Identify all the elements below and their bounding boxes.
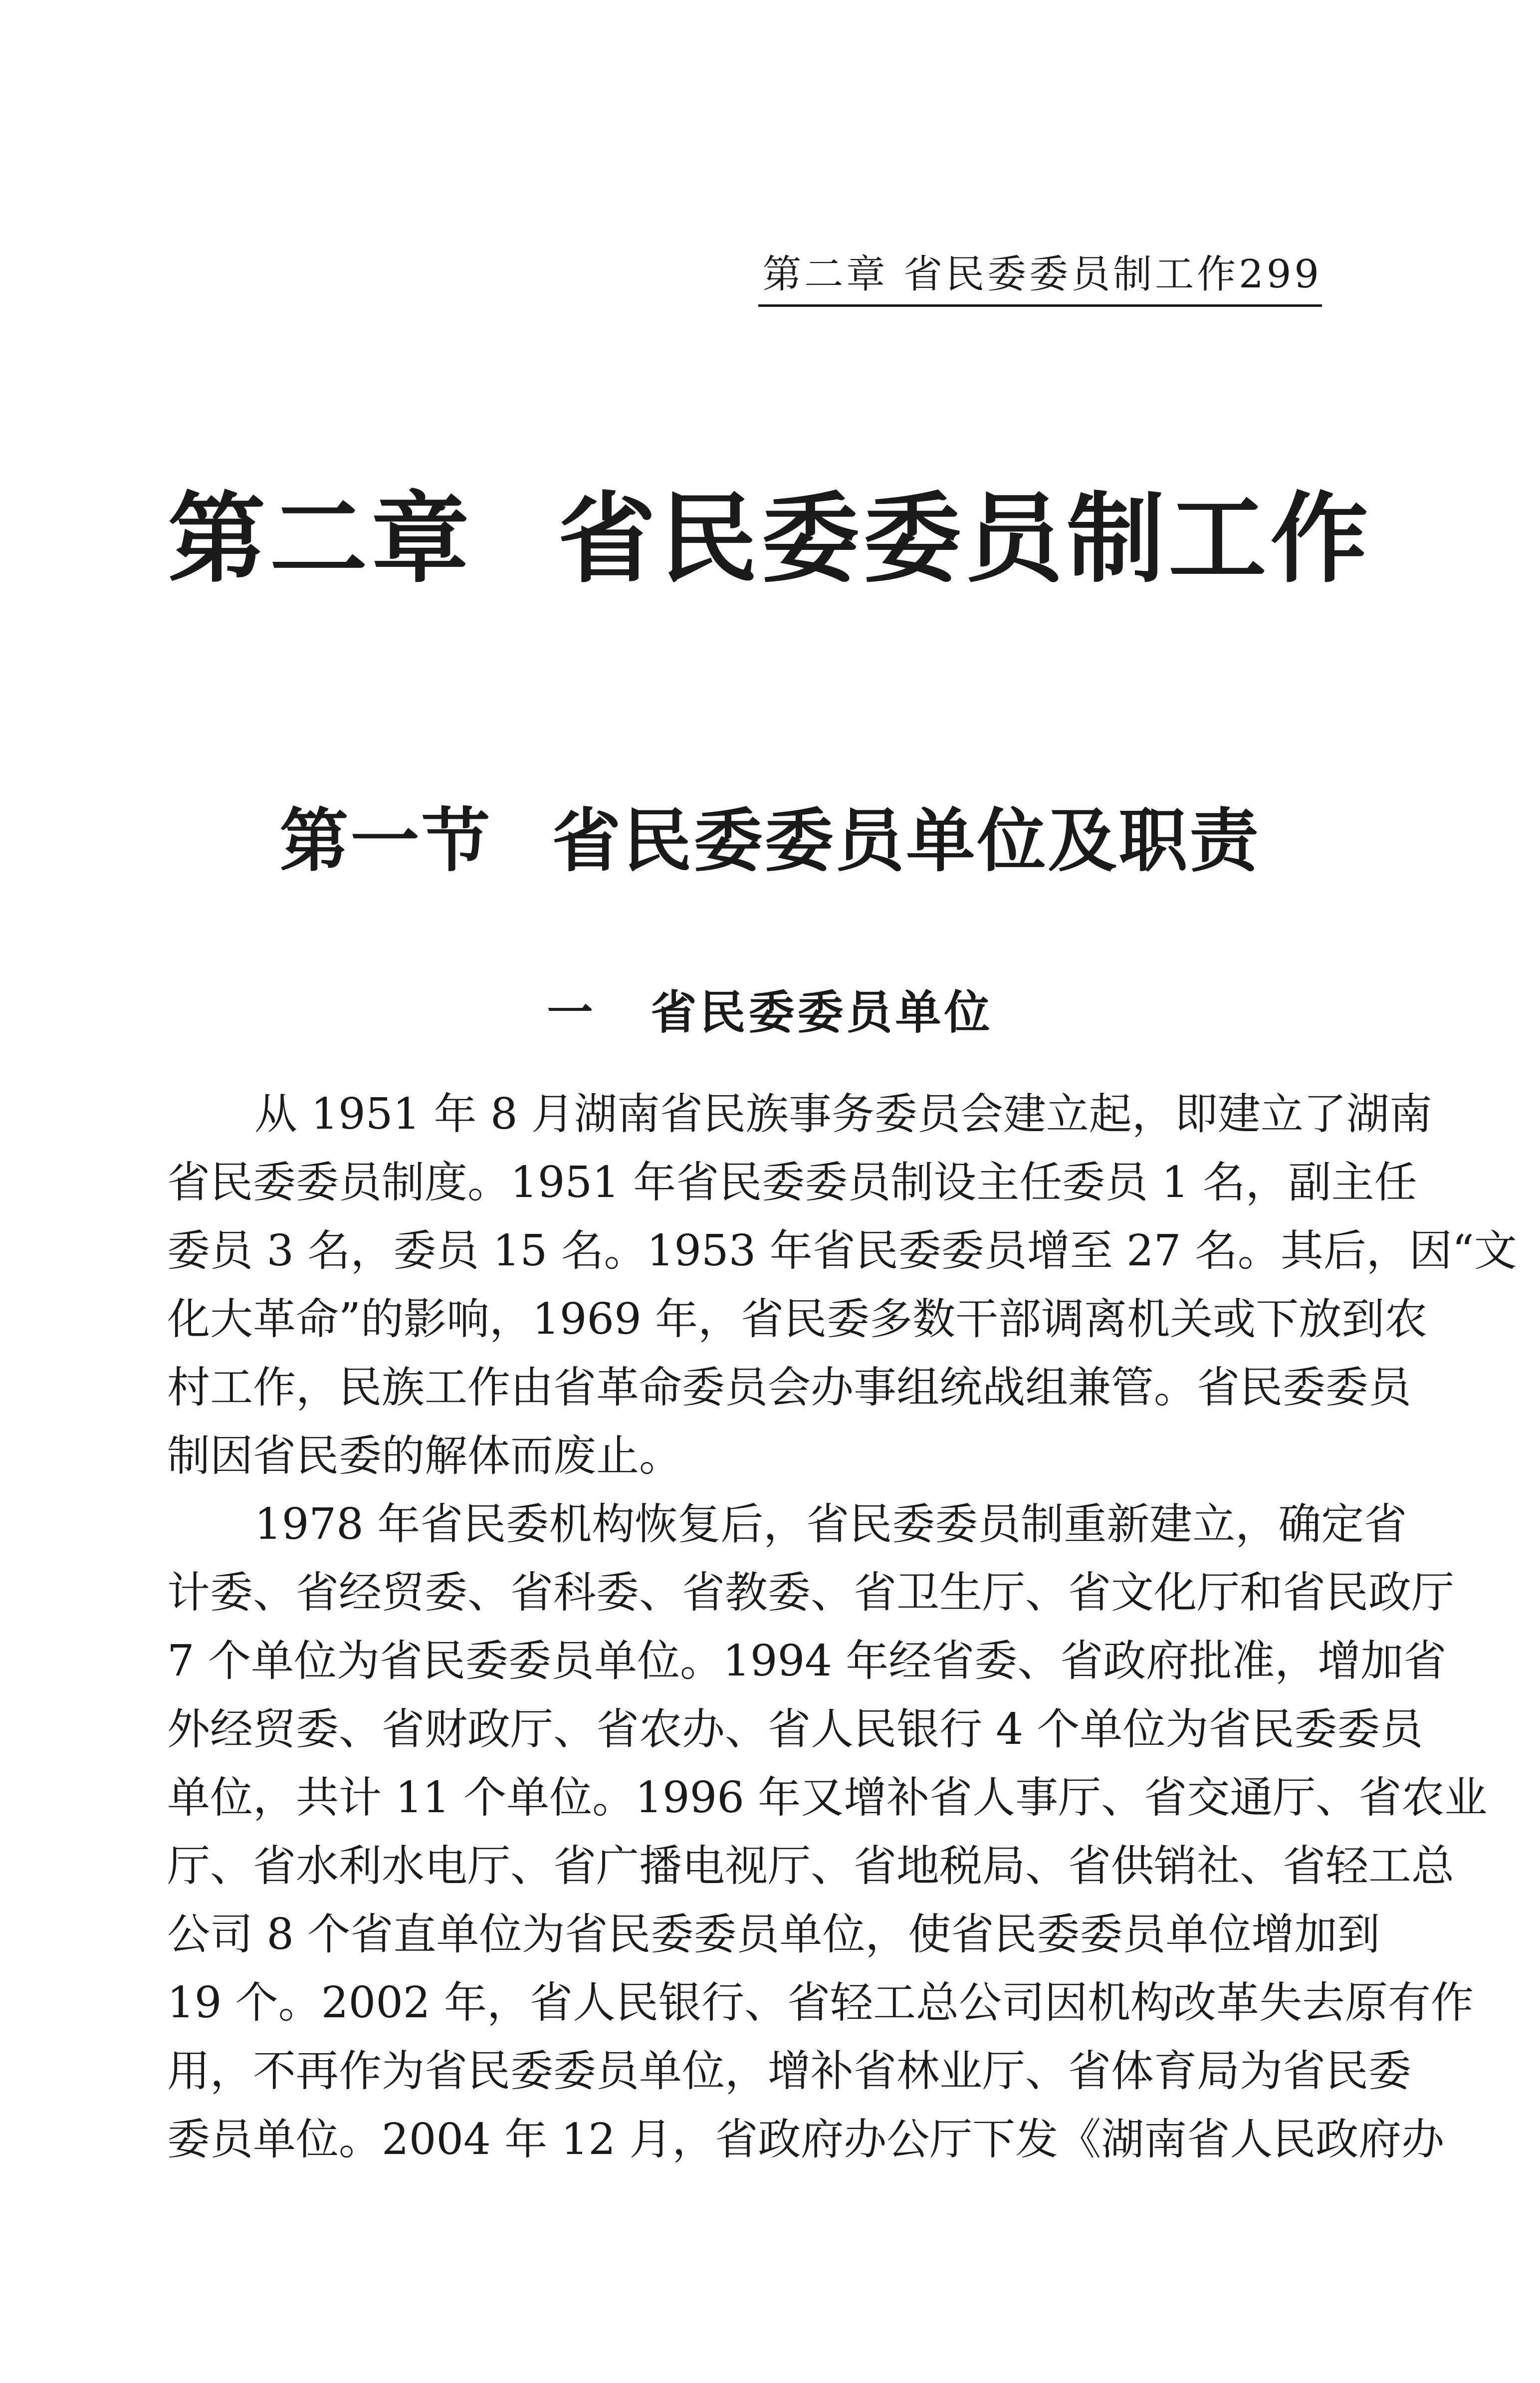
- chapter-name: 省民委委员制工作: [558, 481, 1372, 596]
- text-line: 1978 年省民委机构恢复后，省民委委员制重新建立，确定省: [254, 1499, 1407, 1549]
- text-line: 从 1951 年 8 月湖南省民族事务委员会建立起，即建立了湖南: [254, 1089, 1432, 1139]
- text-line: 公司 8 个省直单位为省民委委员单位，使省民委委员单位增加到: [167, 1909, 1380, 1959]
- text-line: 村工作，民族工作由省革命委员会办事组统战组兼管。省民委委员: [167, 1363, 1411, 1413]
- section-title: [0, 796, 1540, 886]
- text-line: 化大革命”的影响，1969 年，省民委多数干部调离机关或下放到农: [167, 1294, 1428, 1344]
- running-header-text: 第二章 省民委委员制工作299: [762, 252, 1322, 297]
- chapter-title: [0, 479, 1540, 599]
- subsection-label: 一: [547, 986, 596, 1039]
- text-line: 省民委委员制度。1951 年省民委委员制设主任委员 1 名，副主任: [167, 1158, 1417, 1207]
- text-line: 用，不再作为省民委委员单位，增补省林业厅、省体育局为省民委: [167, 2046, 1411, 2096]
- text-line: 7 个单位为省民委委员单位。1994 年经省委、省政府批准，增加省: [167, 1636, 1447, 1686]
- text-line: 外经贸委、省财政厅、省农办、省人民银行 4 个单位为省民委委员: [167, 1704, 1423, 1754]
- subsection-name: 省民委委员单位: [651, 986, 993, 1039]
- text-line: 委员 3 名，委员 15 名。1953 年省民委委员增至 27 名。其后，因“文: [167, 1226, 1517, 1276]
- text-line: 单位，共计 11 个单位。1996 年又增补省人事厅、省交通厅、省农业: [167, 1773, 1488, 1823]
- text-line: 制因省民委的解体而废止。: [167, 1431, 682, 1481]
- running-header: [758, 249, 1322, 307]
- text-line: 委员单位。2004 年 12 月，省政府办公厅下发《湖南省人民政府办: [167, 2115, 1445, 2164]
- text-line: 厅、省水利水电厅、省广播电视厅、省地税局、省供销社、省轻工总: [167, 1841, 1454, 1891]
- subsection-title: [0, 980, 1540, 1045]
- chapter-label: 第二章: [168, 481, 473, 596]
- paragraph: [167, 1490, 1488, 2174]
- paragraph: [167, 1080, 1517, 1490]
- body-text: [167, 1080, 1517, 2174]
- section-label: 第一节: [279, 800, 492, 881]
- text-line: 19 个。2002 年，省人民银行、省轻工总公司因机构改革失去原有作: [167, 1978, 1474, 2028]
- section-name: 省民委委员单位及职责: [552, 800, 1261, 881]
- text-line: 计委、省经贸委、省科委、省教委、省卫生厅、省文化厅和省民政厅: [167, 1568, 1454, 1618]
